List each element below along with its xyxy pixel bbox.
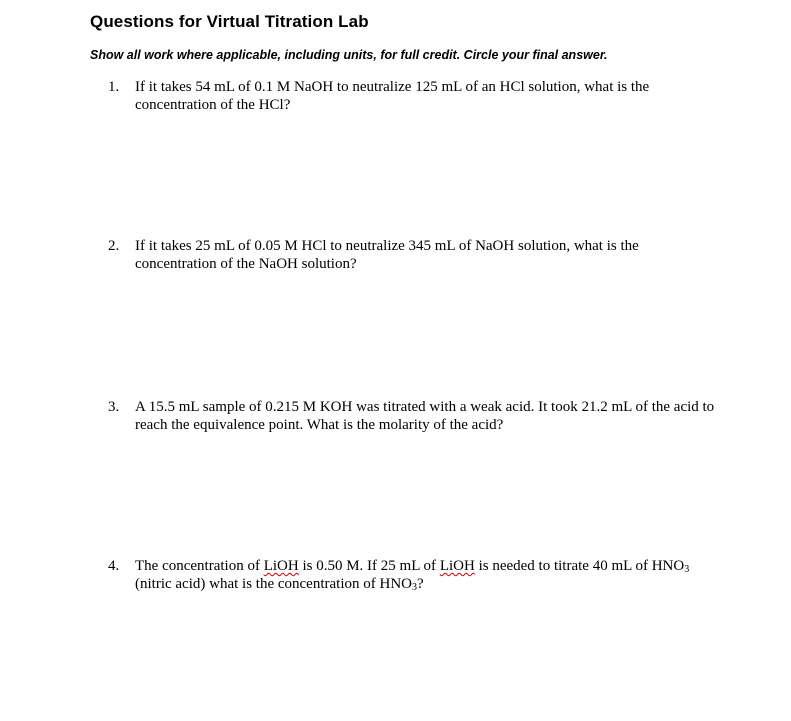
question-4 [108,558,718,593]
question-text: A 15.5 mL sample of 0.215 M KOH was titrated with a weak acid. It took 21.2 mL of the acid to reach the equivalence point. What is the molarity of the acid? [135,399,715,433]
text-segment: is needed to titrate 40 mL of HNO [474,558,685,574]
question-number: 3. [108,399,120,415]
question-1 [108,79,718,114]
question-text [135,558,718,593]
instructions: Show all work where applicable, including units, for full credit. Circle your final answer. [90,48,608,62]
question-number: 2. [108,238,120,254]
question-3 [108,399,718,434]
text-segment: ? [417,575,424,592]
question-text: If it takes 54 mL of 0.1 M NaOH to neutralize 125 mL of an HCl solution, what is the concentration of the HCl? [135,79,650,113]
spellcheck-word[interactable]: LiOH [439,558,475,574]
subscript: 3 [684,564,690,575]
question-text: If it takes 25 mL of 0.05 M HCl to neutralize 345 mL of NaOH solution, what is the concentration of the NaOH solution? [135,238,639,272]
spellcheck-word[interactable]: LiOH [263,558,299,574]
text-segment: is 0.50 M. If 25 mL of [298,558,440,574]
question-2 [108,238,718,273]
page-title: Questions for Virtual Titration Lab [90,12,369,31]
text-segment: (nitric acid) what is the concentration of HNO [135,575,412,592]
text-segment: The concentration of [135,558,264,574]
question-number: 4. [108,558,120,574]
subscript: 3 [412,581,417,593]
question-number: 1. [108,79,120,95]
